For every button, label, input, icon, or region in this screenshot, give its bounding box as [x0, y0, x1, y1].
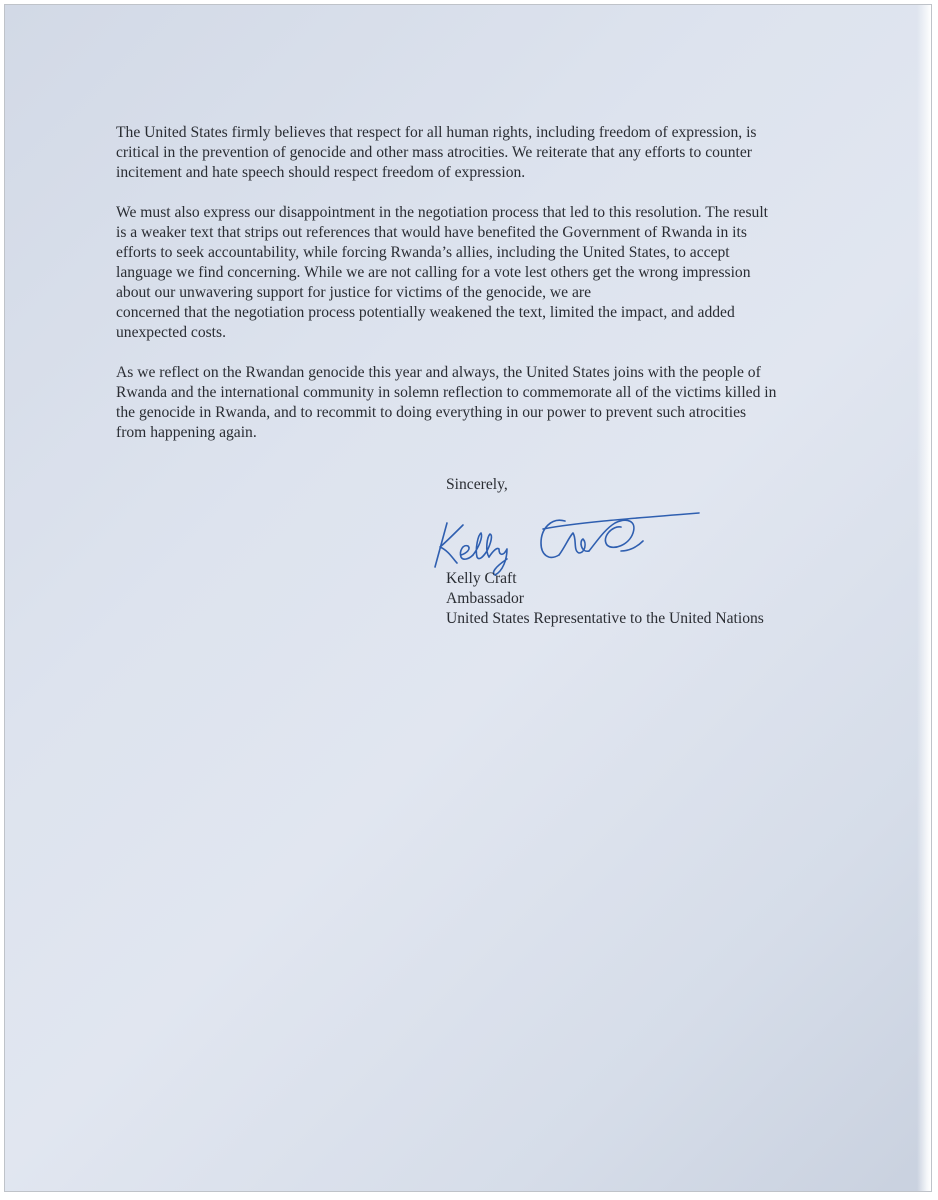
paragraph-line: is a weaker text that strips out references that would have benefited the Government of Rwanda in its	[116, 224, 747, 241]
handwritten-signature	[423, 489, 703, 579]
paragraph-line: We must also express our disappointment in the negotiation process that led to this resolution. The result	[116, 204, 768, 221]
paragraph-line: language we find concerning. While we are not calling for a vote lest others get the wrong impression	[116, 264, 751, 281]
paragraph-negotiation	[116, 203, 806, 343]
paragraph-line: As we reflect on the Rwandan genocide this year and always, the United States joins with the people of	[116, 364, 761, 381]
paragraph-line: unexpected costs.	[116, 324, 226, 341]
closing-salutation: Sincerely,	[446, 476, 508, 493]
signatory-title: Ambassador	[446, 590, 524, 607]
paragraph-line: The United States firmly believes that respect for all human rights, including freedom of expression, is	[116, 124, 757, 141]
paragraph-line: from happening again.	[116, 424, 257, 441]
paragraph-line: about our unwavering support for justice for victims of the genocide, we are	[116, 284, 592, 301]
signature-block	[446, 569, 764, 629]
paragraph-line: Rwanda and the international community in solemn reflection to commemorate all of the victims killed in	[116, 384, 777, 401]
paragraph-line: efforts to seek accountability, while forcing Rwanda’s allies, including the United States, to accept	[116, 244, 730, 261]
paragraph-line: critical in the prevention of genocide and other mass atrocities. We reiterate that any efforts to counter	[116, 144, 752, 161]
paragraph-line: concerned that the negotiation process potentially weakened the text, limited the impact, and added	[116, 304, 735, 321]
letter-body	[116, 123, 806, 463]
letter-page	[4, 4, 932, 1192]
signatory-position: United States Representative to the United Nations	[446, 610, 764, 627]
signatory-name: Kelly Craft	[446, 570, 517, 587]
paragraph-human-rights	[116, 123, 806, 183]
paragraph-line: incitement and hate speech should respect freedom of expression.	[116, 164, 526, 181]
paragraph-line: the genocide in Rwanda, and to recommit to doing everything in our power to prevent such atrocities	[116, 404, 747, 421]
paragraph-reflection	[116, 363, 806, 443]
